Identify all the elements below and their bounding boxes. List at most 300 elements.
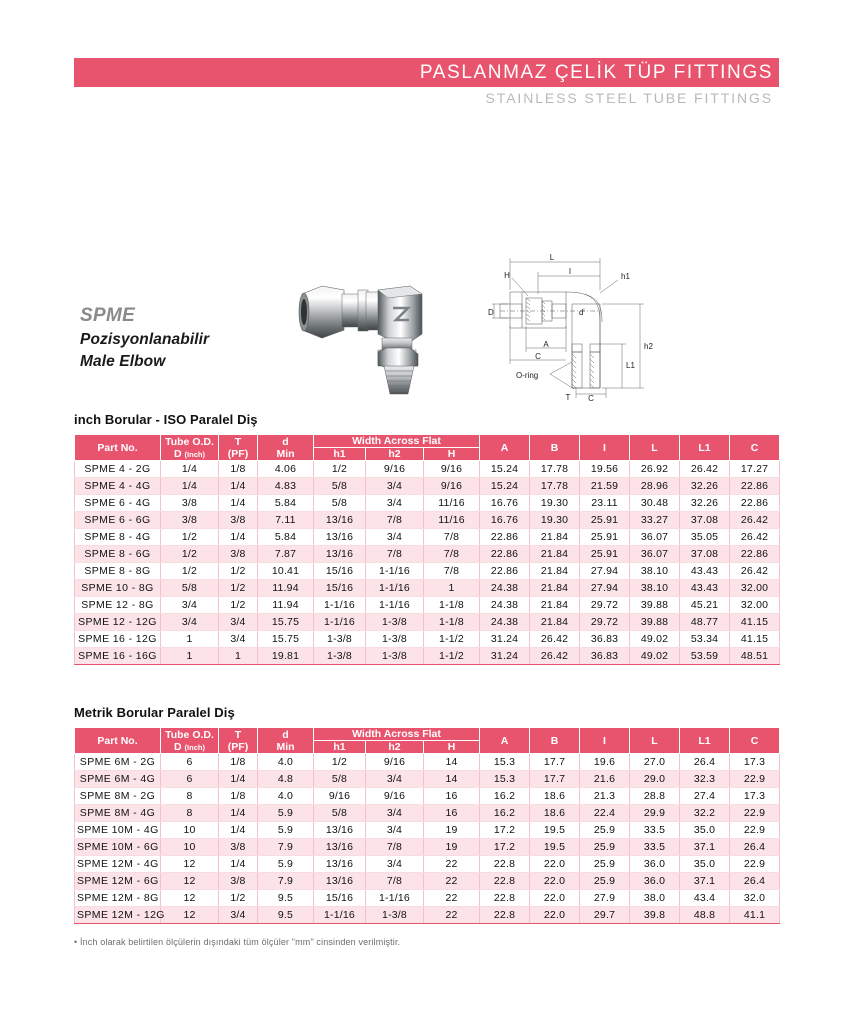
cell-part-no: SPME 12 - 8G bbox=[75, 597, 161, 614]
cell-value: 1/4 bbox=[219, 495, 258, 512]
col-A: A bbox=[480, 435, 530, 461]
cell-value: 9/16 bbox=[366, 461, 424, 478]
cell-value: 19.6 bbox=[580, 754, 630, 771]
cell-value: 31.24 bbox=[480, 648, 530, 665]
cell-value: 22.8 bbox=[480, 856, 530, 873]
cell-value: 27.9 bbox=[580, 890, 630, 907]
cell-value: 17.7 bbox=[530, 771, 580, 788]
cell-value: 10 bbox=[161, 822, 219, 839]
dim-label-L1: L1 bbox=[626, 361, 635, 370]
cell-value: 22.4 bbox=[580, 805, 630, 822]
cell-value: 1 bbox=[424, 580, 480, 597]
cell-value: 30.48 bbox=[630, 495, 680, 512]
cell-part-no: SPME 8M - 2G bbox=[75, 788, 161, 805]
cell-value: 1/4 bbox=[219, 478, 258, 495]
cell-value: 11/16 bbox=[424, 512, 480, 529]
table-row bbox=[75, 856, 780, 873]
cell-value: 32.0 bbox=[730, 890, 780, 907]
cell-value: 39.88 bbox=[630, 614, 680, 631]
table-row bbox=[75, 461, 780, 478]
cell-value: 43.43 bbox=[680, 580, 730, 597]
cell-value: 16.76 bbox=[480, 495, 530, 512]
table-row bbox=[75, 788, 780, 805]
cell-part-no: SPME 8 - 8G bbox=[75, 563, 161, 580]
cell-value: 3/4 bbox=[366, 856, 424, 873]
cell-value: 1/2 bbox=[219, 580, 258, 597]
cell-value: 1-1/16 bbox=[366, 580, 424, 597]
col-I: I bbox=[580, 728, 630, 754]
col-B: B bbox=[530, 728, 580, 754]
cell-value: 22.9 bbox=[730, 805, 780, 822]
cell-value: 1/2 bbox=[161, 563, 219, 580]
cell-value: 22.9 bbox=[730, 856, 780, 873]
cell-value: 7/8 bbox=[366, 839, 424, 856]
col-L1: L1 bbox=[680, 435, 730, 461]
cell-value: 27.0 bbox=[630, 754, 680, 771]
technical-drawing bbox=[488, 248, 678, 403]
cell-value: 17.78 bbox=[530, 461, 580, 478]
cell-value: 26.42 bbox=[730, 529, 780, 546]
cell-value: 1-1/8 bbox=[424, 614, 480, 631]
cell-value: 39.88 bbox=[630, 597, 680, 614]
cell-value: 1-3/8 bbox=[366, 907, 424, 924]
cell-value: 21.84 bbox=[530, 546, 580, 563]
cell-value: 49.02 bbox=[630, 648, 680, 665]
cell-value: 22 bbox=[424, 856, 480, 873]
cell-value: 1/4 bbox=[219, 805, 258, 822]
cell-value: 1/2 bbox=[219, 890, 258, 907]
cell-value: 1-3/8 bbox=[366, 648, 424, 665]
cell-part-no: SPME 4 - 4G bbox=[75, 478, 161, 495]
cell-part-no: SPME 12M - 4G bbox=[75, 856, 161, 873]
col-d-min bbox=[258, 435, 314, 461]
cell-value: 29.9 bbox=[630, 805, 680, 822]
col-t-line1: T bbox=[234, 728, 242, 741]
cell-value: 9/16 bbox=[314, 788, 366, 805]
cell-value: 13/16 bbox=[314, 529, 366, 546]
col-t bbox=[219, 435, 258, 461]
cell-value: 19 bbox=[424, 839, 480, 856]
cell-value: 33.5 bbox=[630, 839, 680, 856]
cell-value: 24.38 bbox=[480, 580, 530, 597]
cell-value: 22.0 bbox=[530, 890, 580, 907]
cell-value: 7/8 bbox=[366, 873, 424, 890]
col-t-line2: (PF) bbox=[227, 740, 249, 753]
cell-value: 22 bbox=[424, 907, 480, 924]
cell-value: 1-3/8 bbox=[366, 631, 424, 648]
cell-value: 1-1/2 bbox=[424, 631, 480, 648]
cell-part-no: SPME 12M - 8G bbox=[75, 890, 161, 907]
cell-value: 1-3/8 bbox=[314, 631, 366, 648]
cell-value: 21.6 bbox=[580, 771, 630, 788]
cell-value: 32.00 bbox=[730, 580, 780, 597]
cell-value: 16.2 bbox=[480, 805, 530, 822]
col-tube-od-unit: (Inch) bbox=[184, 449, 205, 459]
cell-value: 45.21 bbox=[680, 597, 730, 614]
cell-value: 3/8 bbox=[219, 839, 258, 856]
cell-value: 25.9 bbox=[580, 822, 630, 839]
cell-value: 1-3/8 bbox=[314, 648, 366, 665]
cell-value: 12 bbox=[161, 856, 219, 873]
cell-value: 16.76 bbox=[480, 512, 530, 529]
col-t bbox=[219, 728, 258, 754]
cell-value: 10.41 bbox=[258, 563, 314, 580]
cell-value: 22 bbox=[424, 890, 480, 907]
cell-value: 1-1/16 bbox=[314, 907, 366, 924]
cell-value: 12 bbox=[161, 873, 219, 890]
cell-part-no: SPME 8 - 6G bbox=[75, 546, 161, 563]
cell-value: 13/16 bbox=[314, 856, 366, 873]
cell-value: 1/4 bbox=[219, 822, 258, 839]
table2-body bbox=[75, 754, 780, 924]
cell-value: 1-1/2 bbox=[424, 648, 480, 665]
cell-value: 1/2 bbox=[314, 754, 366, 771]
cell-value: 15/16 bbox=[314, 563, 366, 580]
table-row bbox=[75, 873, 780, 890]
col-L: L bbox=[630, 728, 680, 754]
cell-value: 1 bbox=[161, 631, 219, 648]
dim-label-I: I bbox=[568, 267, 572, 276]
cell-value: 37.08 bbox=[680, 512, 730, 529]
cell-value: 17.3 bbox=[730, 754, 780, 771]
cell-value: 36.83 bbox=[580, 631, 630, 648]
cell-value: 22.86 bbox=[730, 546, 780, 563]
cell-value: 36.07 bbox=[630, 546, 680, 563]
cell-value: 25.9 bbox=[580, 839, 630, 856]
col-group-width-across-flat: Width Across Flat bbox=[314, 435, 480, 448]
cell-value: 1-3/8 bbox=[366, 614, 424, 631]
table-row bbox=[75, 478, 780, 495]
table-row bbox=[75, 546, 780, 563]
cell-value: 15.3 bbox=[480, 754, 530, 771]
cell-value: 5.84 bbox=[258, 529, 314, 546]
spec-table-inch bbox=[74, 434, 780, 665]
cell-value: 28.8 bbox=[630, 788, 680, 805]
cell-value: 21.84 bbox=[530, 529, 580, 546]
cell-value: 3/4 bbox=[366, 805, 424, 822]
cell-value: 3/8 bbox=[161, 495, 219, 512]
cell-part-no: SPME 16 - 16G bbox=[75, 648, 161, 665]
col-B: B bbox=[530, 435, 580, 461]
col-tube-od-line2: D (Inch) bbox=[174, 447, 205, 460]
col-h1: h1 bbox=[314, 741, 366, 754]
cell-value: 38.10 bbox=[630, 580, 680, 597]
cell-value: 19.81 bbox=[258, 648, 314, 665]
cell-part-no: SPME 6 - 4G bbox=[75, 495, 161, 512]
cell-value: 7/8 bbox=[424, 529, 480, 546]
cell-value: 16.2 bbox=[480, 788, 530, 805]
cell-value: 48.77 bbox=[680, 614, 730, 631]
cell-value: 29.72 bbox=[580, 597, 630, 614]
cell-value: 3/8 bbox=[219, 546, 258, 563]
cell-value: 48.51 bbox=[730, 648, 780, 665]
cell-value: 35.0 bbox=[680, 856, 730, 873]
col-h2: h2 bbox=[366, 741, 424, 754]
cell-value: 19.30 bbox=[530, 512, 580, 529]
cell-value: 4.0 bbox=[258, 754, 314, 771]
col-part-no: Part No. bbox=[75, 435, 161, 461]
cell-value: 3/4 bbox=[366, 478, 424, 495]
cell-value: 25.9 bbox=[580, 856, 630, 873]
cell-value: 9/16 bbox=[424, 478, 480, 495]
cell-value: 37.1 bbox=[680, 839, 730, 856]
dim-label-L: L bbox=[549, 253, 555, 262]
dim-label-H: H bbox=[504, 271, 510, 280]
cell-value: 22.8 bbox=[480, 907, 530, 924]
col-C: C bbox=[730, 728, 780, 754]
cell-value: 27.94 bbox=[580, 580, 630, 597]
cell-value: 16 bbox=[424, 805, 480, 822]
cell-value: 25.9 bbox=[580, 873, 630, 890]
cell-value: 7.9 bbox=[258, 839, 314, 856]
cell-value: 1/8 bbox=[219, 788, 258, 805]
cell-part-no: SPME 6M - 2G bbox=[75, 754, 161, 771]
col-d-line1: d bbox=[282, 728, 289, 741]
col-d-line2: Min bbox=[276, 740, 295, 753]
cell-value: 36.83 bbox=[580, 648, 630, 665]
table-row bbox=[75, 648, 780, 665]
cell-value: 21.84 bbox=[530, 563, 580, 580]
cell-value: 11.94 bbox=[258, 597, 314, 614]
cell-value: 28.96 bbox=[630, 478, 680, 495]
col-H: H bbox=[424, 448, 480, 461]
cell-value: 9/16 bbox=[424, 461, 480, 478]
cell-value: 21.59 bbox=[580, 478, 630, 495]
cell-value: 3/8 bbox=[219, 873, 258, 890]
cell-value: 3/8 bbox=[161, 512, 219, 529]
cell-value: 9/16 bbox=[366, 788, 424, 805]
cell-value: 1-1/16 bbox=[366, 890, 424, 907]
cell-value: 17.3 bbox=[730, 788, 780, 805]
cell-value: 26.42 bbox=[730, 563, 780, 580]
cell-value: 41.1 bbox=[730, 907, 780, 924]
cell-value: 1-1/8 bbox=[424, 597, 480, 614]
cell-value: 17.27 bbox=[730, 461, 780, 478]
cell-value: 5.9 bbox=[258, 822, 314, 839]
cell-part-no: SPME 6 - 6G bbox=[75, 512, 161, 529]
cell-value: 3/4 bbox=[366, 822, 424, 839]
table-row bbox=[75, 512, 780, 529]
spec-table-metric bbox=[74, 727, 780, 924]
cell-value: 21.3 bbox=[580, 788, 630, 805]
header-band bbox=[74, 58, 779, 87]
col-h1: h1 bbox=[314, 448, 366, 461]
cell-value: 19.56 bbox=[580, 461, 630, 478]
cell-value: 26.42 bbox=[680, 461, 730, 478]
cell-value: 33.27 bbox=[630, 512, 680, 529]
cell-value: 22.9 bbox=[730, 771, 780, 788]
cell-value: 5.84 bbox=[258, 495, 314, 512]
col-H: H bbox=[424, 741, 480, 754]
cell-value: 1 bbox=[219, 648, 258, 665]
col-tube-od bbox=[161, 435, 219, 461]
col-tube-od-line1: Tube O.D. bbox=[165, 728, 214, 741]
cell-value: 1/4 bbox=[219, 529, 258, 546]
col-C: C bbox=[730, 435, 780, 461]
cell-value: 13/16 bbox=[314, 839, 366, 856]
cell-value: 13/16 bbox=[314, 822, 366, 839]
cell-value: 24.38 bbox=[480, 597, 530, 614]
cell-value: 36.07 bbox=[630, 529, 680, 546]
cell-value: 11/16 bbox=[424, 495, 480, 512]
cell-part-no: SPME 16 - 12G bbox=[75, 631, 161, 648]
table-row bbox=[75, 890, 780, 907]
cell-value: 4.06 bbox=[258, 461, 314, 478]
cell-value: 4.83 bbox=[258, 478, 314, 495]
cell-value: 22.86 bbox=[480, 529, 530, 546]
cell-value: 41.15 bbox=[730, 631, 780, 648]
cell-value: 26.4 bbox=[680, 754, 730, 771]
cell-value: 26.4 bbox=[730, 873, 780, 890]
col-A: A bbox=[480, 728, 530, 754]
cell-value: 3/4 bbox=[161, 597, 219, 614]
cell-value: 35.05 bbox=[680, 529, 730, 546]
cell-value: 38.10 bbox=[630, 563, 680, 580]
cell-value: 1-1/16 bbox=[366, 597, 424, 614]
table-row bbox=[75, 822, 780, 839]
cell-value: 14 bbox=[424, 754, 480, 771]
cell-value: 3/4 bbox=[219, 907, 258, 924]
cell-value: 22.8 bbox=[480, 873, 530, 890]
dim-label-A: A bbox=[543, 340, 549, 349]
cell-value: 1/2 bbox=[161, 529, 219, 546]
cell-value: 15/16 bbox=[314, 890, 366, 907]
table-row bbox=[75, 597, 780, 614]
cell-value: 15.75 bbox=[258, 614, 314, 631]
table-row bbox=[75, 805, 780, 822]
cell-value: 25.91 bbox=[580, 529, 630, 546]
cell-value: 22.9 bbox=[730, 822, 780, 839]
cell-part-no: SPME 10 - 8G bbox=[75, 580, 161, 597]
col-d-min bbox=[258, 728, 314, 754]
cell-value: 7.9 bbox=[258, 873, 314, 890]
cell-value: 7/8 bbox=[424, 563, 480, 580]
cell-value: 3/4 bbox=[161, 614, 219, 631]
cell-value: 6 bbox=[161, 771, 219, 788]
cell-value: 33.5 bbox=[630, 822, 680, 839]
cell-value: 1/8 bbox=[219, 754, 258, 771]
cell-value: 26.42 bbox=[730, 512, 780, 529]
cell-value: 19.5 bbox=[530, 839, 580, 856]
cell-value: 27.94 bbox=[580, 563, 630, 580]
cell-value: 26.42 bbox=[530, 648, 580, 665]
dim-label-oring: O-ring bbox=[516, 371, 539, 380]
col-d-line2: Min bbox=[276, 447, 295, 460]
table-row bbox=[75, 495, 780, 512]
cell-value: 1/2 bbox=[219, 563, 258, 580]
footnote: • İnch olarak belirtilen ölçülerin dışındaki tüm ölçüler "mm" cinsinden verilmiştir. bbox=[74, 937, 401, 947]
cell-value: 5/8 bbox=[314, 771, 366, 788]
cell-value: 22.8 bbox=[480, 890, 530, 907]
col-part-no: Part No. bbox=[75, 728, 161, 754]
cell-value: 31.24 bbox=[480, 631, 530, 648]
col-L: L bbox=[630, 435, 680, 461]
cell-part-no: SPME 10M - 6G bbox=[75, 839, 161, 856]
cell-value: 15.75 bbox=[258, 631, 314, 648]
col-I: I bbox=[580, 435, 630, 461]
cell-part-no: SPME 12 - 12G bbox=[75, 614, 161, 631]
cell-part-no: SPME 6M - 4G bbox=[75, 771, 161, 788]
table-row bbox=[75, 631, 780, 648]
cell-value: 19.30 bbox=[530, 495, 580, 512]
dim-label-C: C bbox=[535, 352, 541, 361]
cell-value: 4.8 bbox=[258, 771, 314, 788]
cell-value: 21.84 bbox=[530, 580, 580, 597]
cell-value: 32.3 bbox=[680, 771, 730, 788]
cell-value: 1-1/16 bbox=[314, 614, 366, 631]
col-tube-od bbox=[161, 728, 219, 754]
cell-value: 14 bbox=[424, 771, 480, 788]
cell-part-no: SPME 10M - 4G bbox=[75, 822, 161, 839]
cell-value: 26.42 bbox=[530, 631, 580, 648]
cell-value: 15.3 bbox=[480, 771, 530, 788]
cell-value: 8 bbox=[161, 805, 219, 822]
cell-value: 22.0 bbox=[530, 856, 580, 873]
cell-value: 8 bbox=[161, 788, 219, 805]
dim-label-h2: h2 bbox=[644, 342, 653, 351]
cell-value: 1/4 bbox=[219, 856, 258, 873]
cell-value: 1-1/16 bbox=[366, 563, 424, 580]
cell-value: 23.11 bbox=[580, 495, 630, 512]
cell-value: 13/16 bbox=[314, 546, 366, 563]
cell-value: 29.7 bbox=[580, 907, 630, 924]
cell-value: 35.0 bbox=[680, 822, 730, 839]
cell-part-no: SPME 8M - 4G bbox=[75, 805, 161, 822]
col-tube-od-line1: Tube O.D. bbox=[165, 435, 214, 448]
cell-value: 53.59 bbox=[680, 648, 730, 665]
cell-value: 1/4 bbox=[161, 461, 219, 478]
cell-value: 25.91 bbox=[580, 512, 630, 529]
dim-label-D: D bbox=[488, 308, 494, 317]
cell-value: 27.4 bbox=[680, 788, 730, 805]
cell-value: 17.7 bbox=[530, 754, 580, 771]
cell-value: 7.87 bbox=[258, 546, 314, 563]
table1-body bbox=[75, 461, 780, 665]
cell-value: 12 bbox=[161, 890, 219, 907]
cell-value: 7/8 bbox=[424, 546, 480, 563]
cell-value: 3/4 bbox=[366, 495, 424, 512]
product-photo bbox=[292, 272, 450, 398]
col-h2: h2 bbox=[366, 448, 424, 461]
col-tube-od-unit: (Inch) bbox=[184, 742, 205, 752]
cell-value: 32.2 bbox=[680, 805, 730, 822]
cell-value: 17.78 bbox=[530, 478, 580, 495]
cell-value: 6 bbox=[161, 754, 219, 771]
cell-value: 41.15 bbox=[730, 614, 780, 631]
product-code: SPME bbox=[80, 305, 136, 326]
cell-part-no: SPME 8 - 4G bbox=[75, 529, 161, 546]
table-row bbox=[75, 614, 780, 631]
cell-value: 1/2 bbox=[161, 546, 219, 563]
cell-value: 9.5 bbox=[258, 890, 314, 907]
cell-value: 5/8 bbox=[314, 805, 366, 822]
cell-value: 21.84 bbox=[530, 597, 580, 614]
table-row bbox=[75, 907, 780, 924]
cell-value: 22.0 bbox=[530, 873, 580, 890]
cell-value: 1/4 bbox=[219, 771, 258, 788]
cell-value: 11.94 bbox=[258, 580, 314, 597]
cell-value: 15.24 bbox=[480, 461, 530, 478]
cell-value: 3/4 bbox=[366, 529, 424, 546]
cell-value: 4.0 bbox=[258, 788, 314, 805]
cell-value: 18.6 bbox=[530, 788, 580, 805]
cell-value: 22.86 bbox=[730, 478, 780, 495]
cell-value: 49.02 bbox=[630, 631, 680, 648]
cell-value: 16 bbox=[424, 788, 480, 805]
cell-value: 1/4 bbox=[161, 478, 219, 495]
cell-part-no: SPME 12M - 6G bbox=[75, 873, 161, 890]
cell-value: 13/16 bbox=[314, 873, 366, 890]
